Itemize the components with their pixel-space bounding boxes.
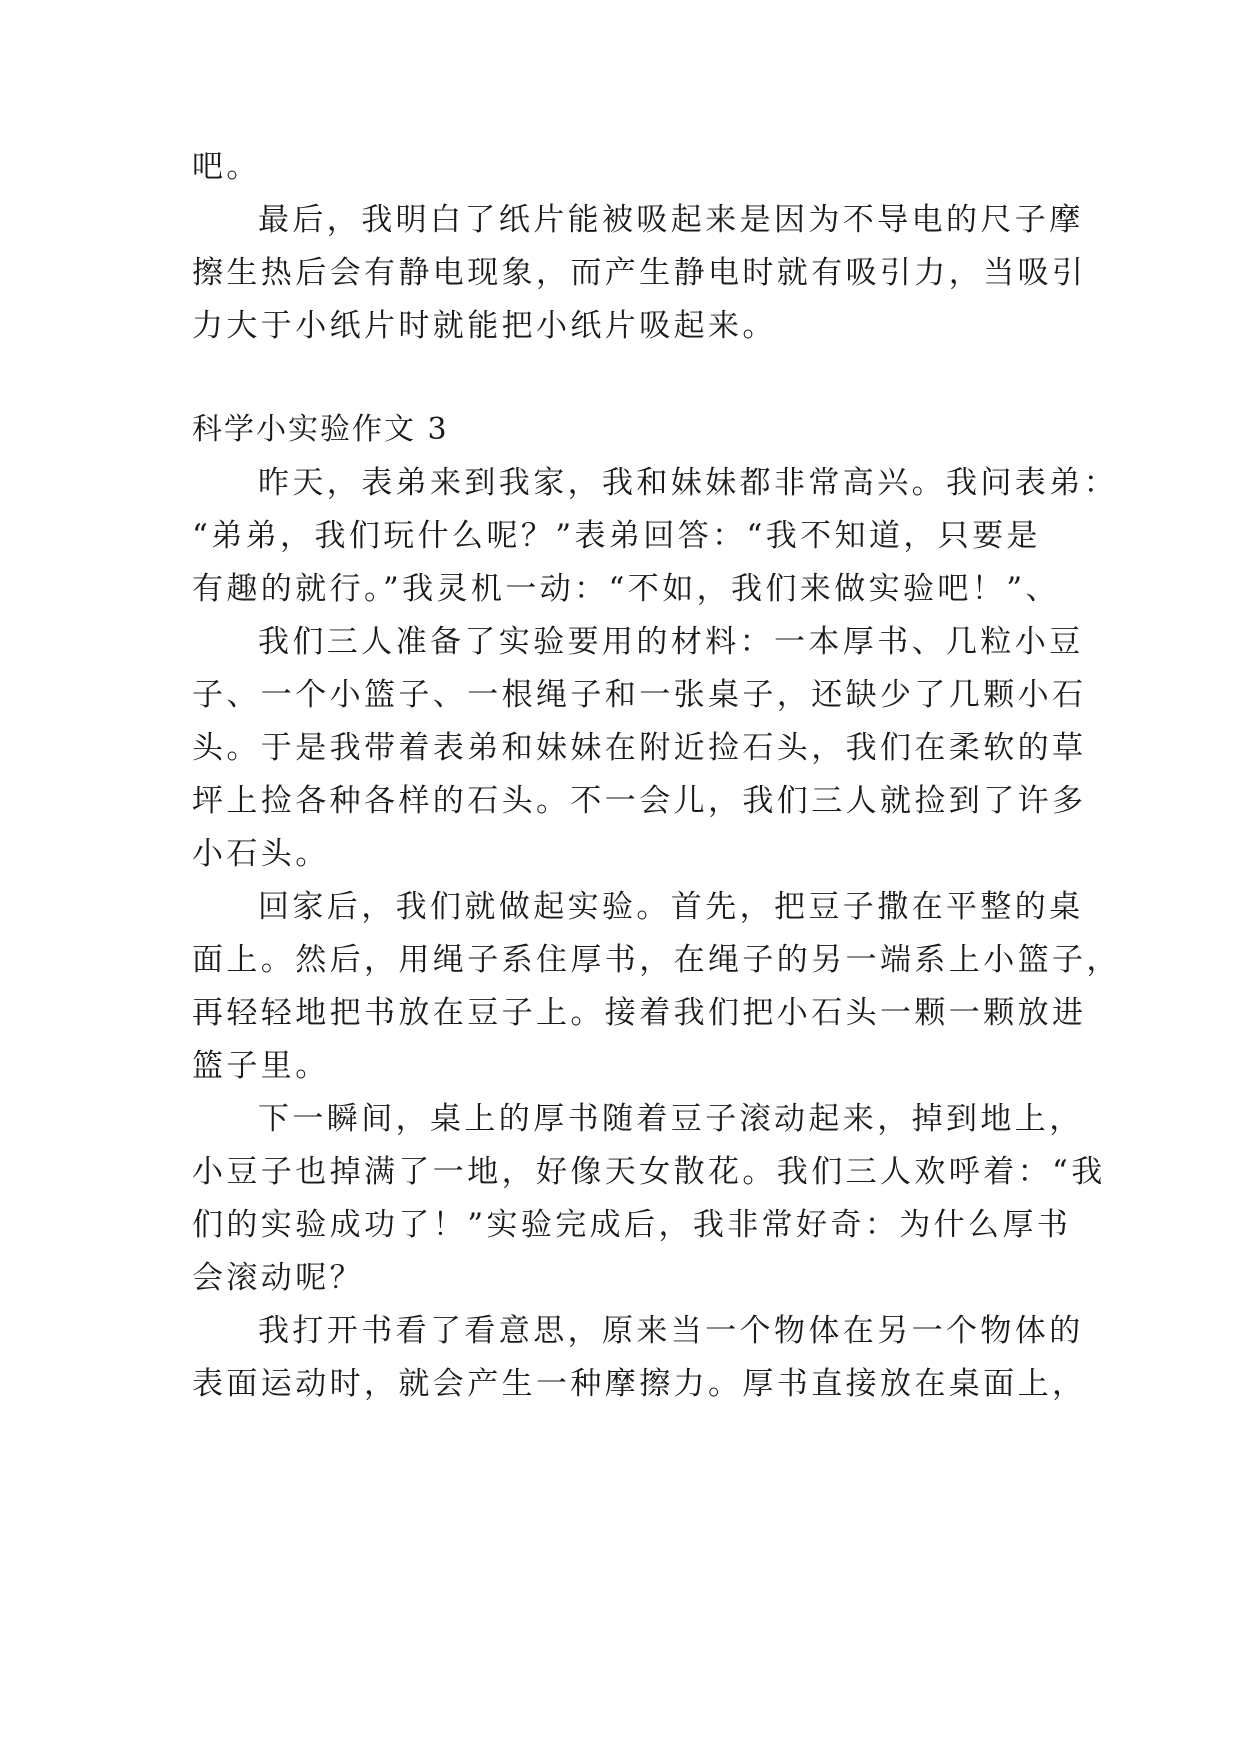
paragraph-line: 会滚动呢？ (192, 1260, 364, 1296)
paragraph-line: 们的实验成功了！”实验完成后，我非常好奇：为什么厚书 (192, 1207, 1072, 1243)
paragraph-line: 再轻轻地把书放在豆子上。接着我们把小石头一颗一颗放进 (192, 995, 1087, 1031)
paragraph-line: 头。于是我带着表弟和妹妹在附近捡石头，我们在柔软的草 (192, 730, 1087, 766)
paragraph-line: 小豆子也掉满了一地，好像天女散花。我们三人欢呼着：“我 (192, 1154, 1106, 1190)
paragraph-line: 面上。然后，用绳子系住厚书，在绳子的另一端系上小篮子， (192, 942, 1121, 978)
paragraph-line: 回家后，我们就做起实验。首先，把豆子撒在平整的桌 (258, 889, 1084, 925)
paragraph-line: 坪上捡各种各样的石头。不一会儿，我们三人就捡到了许多 (192, 783, 1087, 819)
paragraph-line: “弟弟，我们玩什么呢？”表弟回答：“我不知道，只要是 (192, 518, 1041, 554)
paragraph-line: 最后，我明白了纸片能被吸起来是因为不导电的尺子摩 (258, 202, 1084, 238)
paragraph-line: 昨天，表弟来到我家，我和妹妹都非常高兴。我问表弟： (258, 465, 1118, 501)
paragraph-line: 下一瞬间，桌上的厚书随着豆子滚动起来，掉到地上， (258, 1101, 1084, 1137)
paragraph-line: 篮子里。 (192, 1048, 330, 1084)
paragraph-line: 力大于小纸片时就能把小纸片吸起来。 (192, 308, 777, 344)
paragraph-line: 小石头。 (192, 836, 330, 872)
paragraph-line: 擦生热后会有静电现象，而产生静电时就有吸引力，当吸引 (192, 255, 1087, 291)
paragraph-line: 子、一个小篮子、一根绳子和一张桌子，还缺少了几颗小石 (192, 677, 1087, 713)
paragraph-line: 我们三人准备了实验要用的材料：一本厚书、几粒小豆 (258, 624, 1084, 660)
section-heading: 科学小实验作文 3 (192, 412, 449, 447)
paragraph-line: 我打开书看了看意思，原来当一个物体在另一个物体的 (258, 1313, 1084, 1349)
paragraph-line: 表面运动时，就会产生一种摩擦力。厚书直接放在桌面上， (192, 1366, 1087, 1402)
paragraph-line: 有趣的就行。”我灵机一动：“不如，我们来做实验吧！”、 (192, 571, 1060, 607)
paragraph-line: 吧。 (192, 149, 261, 185)
